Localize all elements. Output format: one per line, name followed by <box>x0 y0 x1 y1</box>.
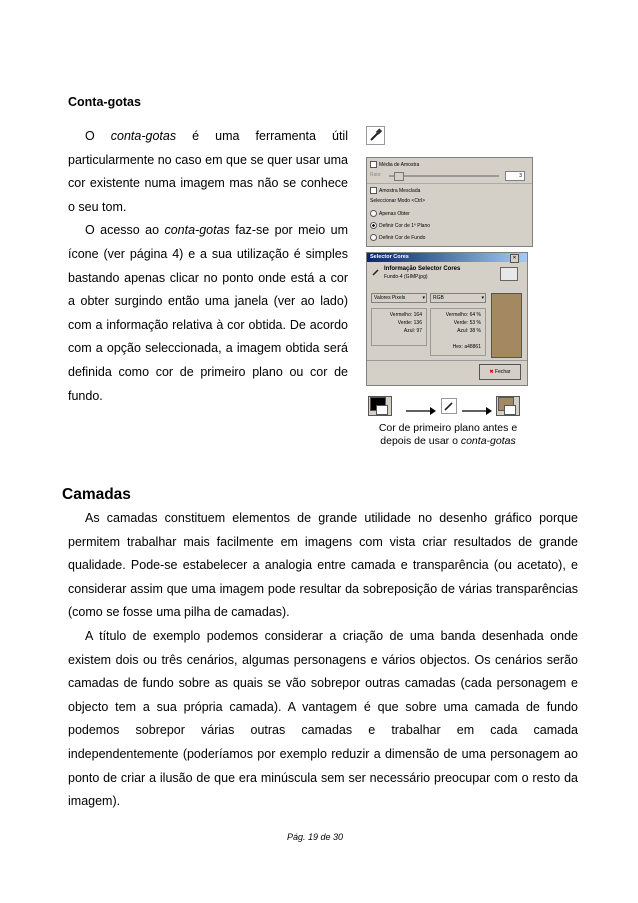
divider <box>367 183 532 184</box>
value-label: Azul: <box>403 328 416 334</box>
left-mode-select[interactable] <box>371 293 427 303</box>
eyedropper-tool-icon <box>366 126 385 145</box>
mode-label: Seleccionar Modo <Ctrl> <box>370 198 426 204</box>
right-mode-value: RGB <box>433 295 444 301</box>
caption-text: Cor de primeiro plano antes e depois de usar o <box>378 422 518 447</box>
paragraph: As camadas constituem elementos de grande utilidade no desenho gráfico porque permitem trabalhar mais facilmente em imagens com vista criar resultados de grande qualidade. Pode-se estabelecer a analogia entre camada e transparência (ou acetato), e considerar assim que uma imagem pode resultar da sobreposição de várias transparências (como se fosse uma pilha de camadas). <box>68 511 578 620</box>
paragraph: A título de exemplo podemos considerar a criação de uma banda desenhada onde existem dois ou três cenários, algumas personagens e vários objectos. Os cenários serão camadas de fundo sobre as quais se vão sobrepor outras camadas (cada personagem e objecto tem a sua própria camada). A vantagem é que sobre uma camada de fundo podemos sobrepor várias outras camadas e trabalhar em cada camada independentemente (poderíamos por exemplo reduzir a dimensão de uma personagem ao ponto de criar a ilusão de que era minúscula sem ser necessário preocupar com o resto da imagem). <box>68 628 578 809</box>
conta-gotas-text <box>68 125 348 408</box>
radio[interactable] <box>370 234 377 241</box>
text-run: O acesso ao <box>85 223 165 238</box>
image-thumbnail-icon <box>500 267 518 281</box>
before-after-illustration <box>368 396 528 420</box>
close-button-label: Fechar <box>495 369 511 375</box>
radius-slider[interactable] <box>389 175 499 177</box>
arrow-right-icon <box>462 402 492 420</box>
radio[interactable] <box>370 210 377 217</box>
text-run: é uma ferramenta útil particularmente no caso em que se quer usar uma cor existente numa imagem mas não se conhece o seu tom. <box>68 129 348 214</box>
pixel-values-panel <box>371 308 427 346</box>
radius-label: Raio: <box>370 172 382 178</box>
chevron-down-icon: ▾ <box>422 295 425 301</box>
sample-merged-option[interactable] <box>370 187 420 194</box>
hex-value: a48861 <box>464 344 481 350</box>
eyedropper-icon <box>371 267 381 277</box>
term: conta-gotas <box>110 129 177 143</box>
caption-term: conta-gotas <box>460 435 516 447</box>
close-x-icon: ✖ <box>489 369 494 375</box>
radius-slider-handle[interactable] <box>394 172 404 181</box>
background-color-white <box>504 405 516 415</box>
checkbox[interactable] <box>370 187 377 194</box>
rgb-values-panel <box>430 308 486 356</box>
left-mode-value: Valores Pixels <box>374 295 406 301</box>
value: 53 % <box>469 320 481 326</box>
sample-average-label: Média de Amostra <box>379 161 420 168</box>
value-label: Verde: <box>397 320 413 326</box>
dialog-titlebar <box>367 253 527 262</box>
value: 64 % <box>469 312 481 318</box>
background-color-white <box>376 405 388 415</box>
value-label: Vermelho: <box>389 312 413 318</box>
value-row <box>390 312 422 318</box>
value-row <box>398 320 422 326</box>
text-run: faz-se por meio um ícone (ver página 4) e a sua utilização é simples bastando apenas clicar no ponto onde está a cor a obter surgindo então uma janela (ver ao lado) com a informação relativa à cor obtida. De acordo com a opção seleccionada, a imagem obtida será definida como cor de primeiro plano ou cor de fundo. <box>68 223 348 403</box>
sample-merged-label: Amostra Mesclada <box>379 187 421 194</box>
divider <box>367 360 527 361</box>
mode-option-set-foreground[interactable] <box>370 222 430 229</box>
right-mode-select[interactable] <box>430 293 486 303</box>
value: 164 <box>413 312 422 318</box>
hex-label: Hex: <box>452 344 463 350</box>
text-run: O <box>85 129 111 143</box>
paragraph <box>68 125 348 219</box>
sample-average-option[interactable] <box>370 161 419 168</box>
eyedropper-options-panel <box>366 157 533 247</box>
value-row <box>457 328 481 334</box>
radius-row <box>370 172 382 178</box>
mode-option-set-background[interactable] <box>370 234 425 241</box>
page-number: Pág. 19 de 30 <box>287 832 344 842</box>
close-icon[interactable]: ✕ <box>510 254 519 263</box>
dialog-heading: Informação Selector Cores <box>384 266 461 272</box>
term: conta-gotas <box>164 223 230 238</box>
eyedropper-icon <box>441 398 457 414</box>
color-picker-dialog <box>366 252 528 386</box>
value: 136 <box>413 320 422 326</box>
camadas-text <box>68 507 578 814</box>
dialog-title: Selector Cores <box>370 254 409 260</box>
hex-row <box>453 344 481 350</box>
value-row <box>446 312 481 318</box>
mode-option-label: Definir Cor de 1º Plano <box>379 222 431 229</box>
value-label: Azul: <box>457 328 469 334</box>
paragraph <box>68 219 348 408</box>
value: 97 <box>416 328 422 334</box>
mode-option-label: Definir Cor de Fundo <box>379 234 426 241</box>
chevron-down-icon: ▾ <box>481 295 484 301</box>
mode-option-label: Apenas Obter <box>379 210 410 217</box>
mode-option-pick-only[interactable] <box>370 210 410 217</box>
section-title-camadas: Camadas <box>62 486 131 503</box>
dialog-subheading: Fundo-4 (GIMP.jpg) <box>384 274 428 280</box>
radius-value-field[interactable]: 3 <box>505 171 525 181</box>
value-row <box>404 328 422 334</box>
section-title-conta-gotas: Conta-gotas <box>68 95 141 109</box>
value-label: Vermelho: <box>445 312 469 318</box>
figure-caption <box>368 422 528 448</box>
value-row <box>454 320 481 326</box>
sampled-color-preview <box>491 293 522 358</box>
checkbox[interactable] <box>370 161 377 168</box>
value-label: Verde: <box>453 320 469 326</box>
radio-selected[interactable] <box>370 222 377 229</box>
close-button[interactable] <box>479 364 521 380</box>
arrow-right-icon <box>406 402 436 420</box>
value: 38 % <box>469 328 481 334</box>
